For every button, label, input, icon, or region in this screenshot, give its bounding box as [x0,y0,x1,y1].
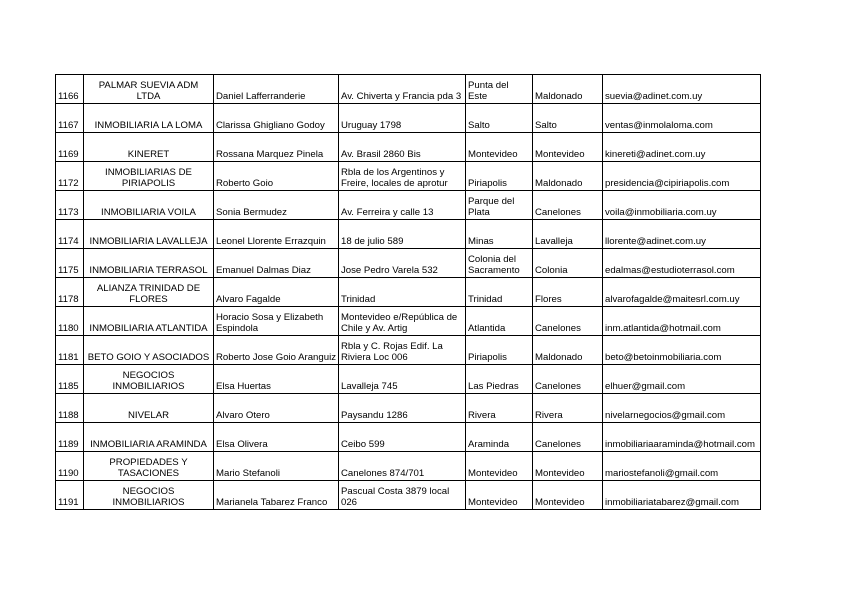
address-cell: 18 de julio 589 [339,220,466,249]
department-cell: Montevideo [533,452,603,481]
agency-name-cell: NEGOCIOS INMOBILIARIOS [84,365,214,394]
contact-cell: Roberto Jose Goio Aranguiz [214,336,339,365]
id-cell: 1173 [56,191,84,220]
table-row [56,423,761,452]
agency-name-cell: INMOBILIARIA ATLANTIDA [84,307,214,336]
contact-cell: Elsa Olivera [214,423,339,452]
id-cell: 1189 [56,423,84,452]
agency-name-cell: ALIANZA TRINIDAD DE FLORES [84,278,214,307]
agency-name-cell: NIVELAR [84,394,214,423]
department-cell: Canelones [533,365,603,394]
email-cell: suevia@adinet.com.uy [603,75,761,104]
contact-cell: Marianela Tabarez Franco [214,481,339,510]
department-cell: Salto [533,104,603,133]
city-cell: Montevideo [466,452,533,481]
department-cell: Canelones [533,307,603,336]
contact-cell: Sonia Bermudez [214,191,339,220]
contact-cell: Rossana Marquez Pinela [214,133,339,162]
contact-cell: Leonel Llorente Errazquin [214,220,339,249]
address-cell: Ceibo 599 [339,423,466,452]
email-cell: inmobiliariaaraminda@hotmail.com [603,423,761,452]
contact-cell: Roberto Goio [214,162,339,191]
department-cell: Maldonado [533,162,603,191]
id-cell: 1190 [56,452,84,481]
department-cell: Rivera [533,394,603,423]
email-cell: ventas@inmolaloma.com [603,104,761,133]
agency-name-cell: INMOBILIARIA TERRASOL [84,249,214,278]
city-cell: Piriapolis [466,336,533,365]
table-row [56,481,761,510]
email-cell: nivelarnegocios@gmail.com [603,394,761,423]
city-cell: Colonia del Sacramento [466,249,533,278]
email-cell: beto@betoinmobiliaria.com [603,336,761,365]
id-cell: 1185 [56,365,84,394]
agency-name-cell: INMOBILIARIA VOILA [84,191,214,220]
id-cell: 1181 [56,336,84,365]
contact-cell: Alvaro Otero [214,394,339,423]
department-cell: Montevideo [533,481,603,510]
email-cell: edalmas@estudioterrasol.com [603,249,761,278]
city-cell: Trinidad [466,278,533,307]
contact-cell: Daniel Lafferranderie [214,75,339,104]
table-row [56,452,761,481]
agency-table [55,74,761,510]
email-cell: kinereti@adinet.com.uy [603,133,761,162]
contact-cell: Emanuel Dalmas Diaz [214,249,339,278]
email-cell: llorente@adinet.com.uy [603,220,761,249]
email-cell: elhuer@gmail.com [603,365,761,394]
address-cell: Uruguay 1798 [339,104,466,133]
contact-cell: Clarissa Ghigliano Godoy [214,104,339,133]
agency-name-cell: BETO GOIO Y ASOCIADOS [84,336,214,365]
id-cell: 1191 [56,481,84,510]
table-row [56,191,761,220]
table-row [56,75,761,104]
city-cell: Minas [466,220,533,249]
address-cell: Jose Pedro Varela 532 [339,249,466,278]
table-row [56,249,761,278]
address-cell: Av. Brasil 2860 Bis [339,133,466,162]
city-cell: Araminda [466,423,533,452]
address-cell: Trinidad [339,278,466,307]
id-cell: 1180 [56,307,84,336]
address-cell: Paysandu 1286 [339,394,466,423]
address-cell: Rbla y C. Rojas Edif. La Riviera Loc 006 [339,336,466,365]
email-cell: presidencia@cipiriapolis.com [603,162,761,191]
table-row [56,365,761,394]
table-row [56,394,761,423]
contact-cell: Horacio Sosa y Elizabeth Espindola [214,307,339,336]
id-cell: 1178 [56,278,84,307]
table-row [56,307,761,336]
city-cell: Atlantida [466,307,533,336]
agency-name-cell: INMOBILIARIA LAVALLEJA [84,220,214,249]
department-cell: Colonia [533,249,603,278]
department-cell: Maldonado [533,75,603,104]
city-cell: Montevideo [466,133,533,162]
id-cell: 1167 [56,104,84,133]
city-cell: Punta del Este [466,75,533,104]
table-row [56,133,761,162]
email-cell: alvarofagalde@maitesrl.com.uy [603,278,761,307]
city-cell: Montevideo [466,481,533,510]
agency-table-body [56,75,761,510]
address-cell: Canelones 874/701 [339,452,466,481]
city-cell: Piriapolis [466,162,533,191]
city-cell: Salto [466,104,533,133]
id-cell: 1174 [56,220,84,249]
table-row [56,220,761,249]
agency-name-cell: PALMAR SUEVIA ADM LTDA [84,75,214,104]
id-cell: 1188 [56,394,84,423]
address-cell: Pascual Costa 3879 local 026 [339,481,466,510]
id-cell: 1169 [56,133,84,162]
agency-name-cell: NEGOCIOS INMOBILIARIOS [84,481,214,510]
table-row [56,162,761,191]
agency-name-cell: INMOBILIARIA LA LOMA [84,104,214,133]
agency-name-cell: INMOBILIARIA ARAMINDA [84,423,214,452]
table-row [56,104,761,133]
agency-name-cell: PROPIEDADES Y TASACIONES [84,452,214,481]
id-cell: 1175 [56,249,84,278]
email-cell: mariostefanoli@gmail.com [603,452,761,481]
address-cell: Rbla de los Argentinos y Freire, locales de aprotur [339,162,466,191]
address-cell: Lavalleja 745 [339,365,466,394]
city-cell: Las Piedras [466,365,533,394]
city-cell: Rivera [466,394,533,423]
id-cell: 1166 [56,75,84,104]
contact-cell: Alvaro Fagalde [214,278,339,307]
agency-name-cell: INMOBILIARIAS DE PIRIAPOLIS [84,162,214,191]
department-cell: Maldonado [533,336,603,365]
id-cell: 1172 [56,162,84,191]
table-row [56,336,761,365]
contact-cell: Mario Stefanoli [214,452,339,481]
email-cell: inmobiliariatabarez@gmail.com [603,481,761,510]
table-row [56,278,761,307]
agency-name-cell: KINERET [84,133,214,162]
department-cell: Lavalleja [533,220,603,249]
contact-cell: Elsa Huertas [214,365,339,394]
email-cell: inm.atlantida@hotmail.com [603,307,761,336]
department-cell: Canelones [533,423,603,452]
email-cell: voila@inmobiliaria.com.uy [603,191,761,220]
department-cell: Flores [533,278,603,307]
address-cell: Av. Ferreira y calle 13 [339,191,466,220]
address-cell: Montevideo e/República de Chile y Av. Artig [339,307,466,336]
department-cell: Montevideo [533,133,603,162]
city-cell: Parque del Plata [466,191,533,220]
address-cell: Av. Chiverta y Francia pda 3 [339,75,466,104]
department-cell: Canelones [533,191,603,220]
